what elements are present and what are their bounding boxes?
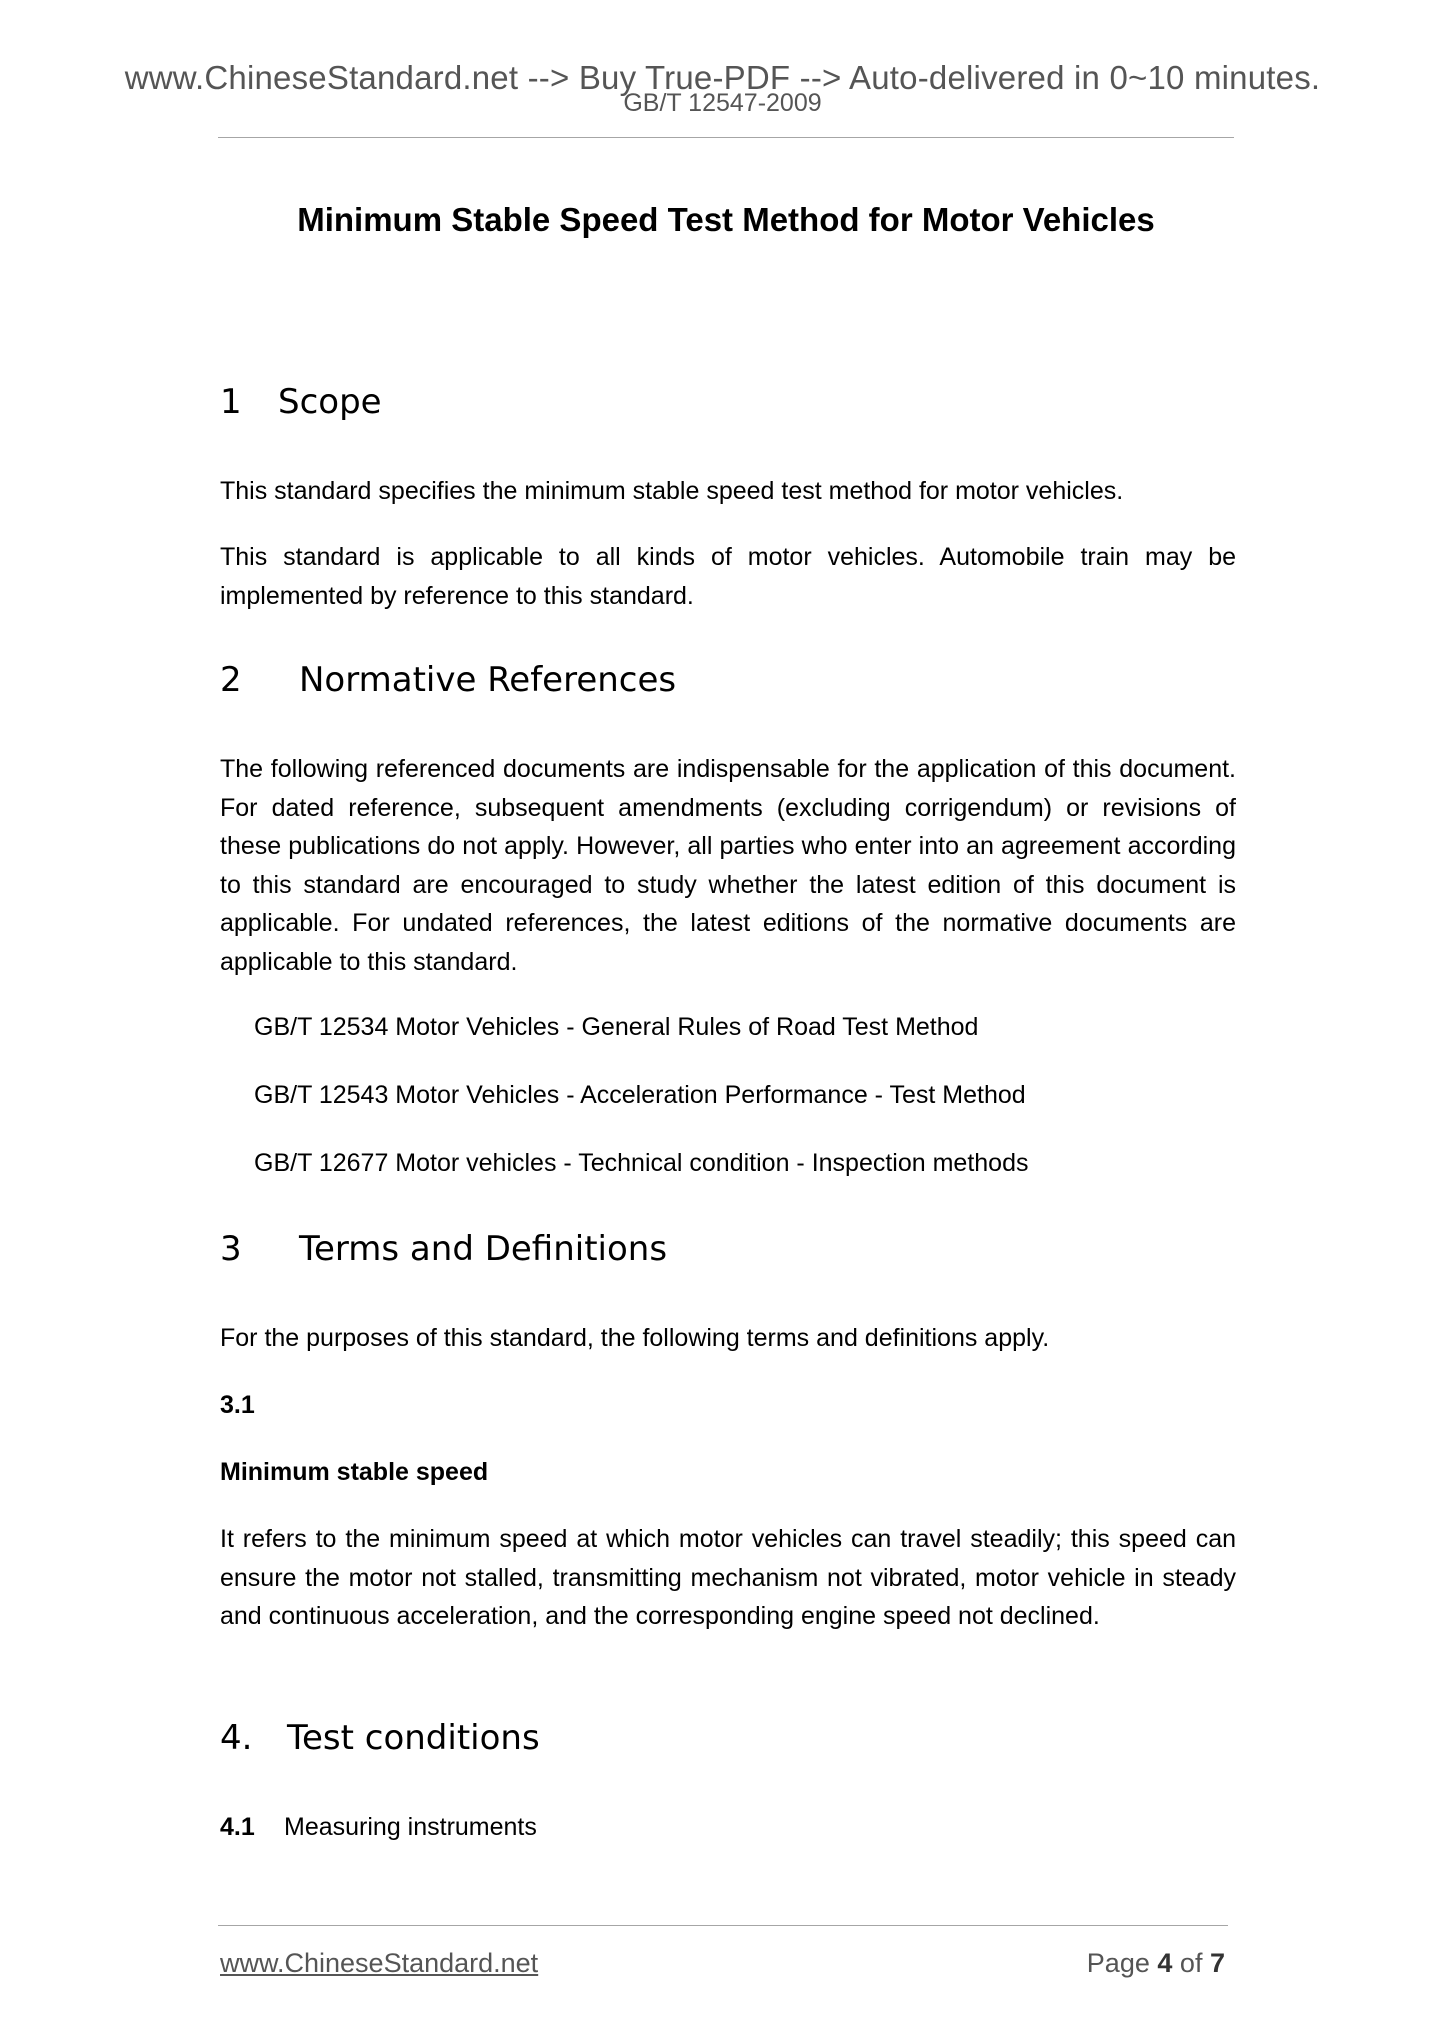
reference-item: GB/T 12543 Motor Vehicles - Acceleration Performance - Test Method — [254, 1081, 1026, 1109]
reference-item: GB/T 12677 Motor vehicles - Technical condition - Inspection methods — [254, 1149, 1029, 1177]
subsection-4-1-number: 4.1 — [220, 1813, 255, 1841]
section-1-number: 1 — [220, 382, 242, 422]
section-2-title: Normative References — [299, 660, 677, 700]
section-4-heading — [220, 1716, 540, 1760]
term-name: Minimum stable speed — [220, 1458, 489, 1486]
scope-paragraph-1: This standard specifies the minimum stable speed test method for motor vehicles. — [220, 477, 1124, 505]
footer-divider — [218, 1925, 1228, 1926]
section-2-heading — [220, 658, 676, 702]
section-2-number: 2 — [220, 660, 242, 700]
section-1-title: Scope — [278, 382, 382, 422]
page-of: of — [1179, 1948, 1203, 1978]
standard-code: GB/T 12547-2009 — [623, 89, 822, 117]
subsection-4-1-title: Measuring instruments — [284, 1813, 537, 1841]
page-current: 4 — [1157, 1948, 1173, 1978]
term-number: 3.1 — [220, 1391, 255, 1419]
section-1-heading — [220, 380, 382, 424]
section-3-title: Terms and Definitions — [299, 1229, 668, 1269]
section-3-number: 3 — [220, 1229, 242, 1269]
section-4-number: 4. — [220, 1718, 253, 1758]
page-prefix: Page — [1086, 1948, 1150, 1978]
reference-item: GB/T 12534 Motor Vehicles - General Rules of Road Test Method — [254, 1013, 979, 1041]
scope-paragraph-2: This standard is applicable to all kinds of motor vehicles. Automobile train may be implemented by reference to this standard. — [220, 543, 1236, 610]
terms-intro: For the purposes of this standard, the following terms and definitions apply. — [220, 1324, 1050, 1352]
document-title: Minimum Stable Speed Test Method for Motor Vehicles — [297, 201, 1155, 238]
page-indicator — [1087, 1946, 1225, 1980]
term-definition: It refers to the minimum speed at which motor vehicles can travel steadily; this speed can ensure the motor not stalled, transmitting mechanism not vibrated, motor vehicle in steady and continuous acceleration, and the corresponding engine speed not declined. — [220, 1525, 1236, 1630]
section-4-title: Test conditions — [287, 1718, 540, 1758]
footer-website-link[interactable]: www.ChineseStandard.net — [220, 1948, 539, 1978]
subsection-4-1 — [220, 1808, 1236, 1847]
section-3-heading — [220, 1227, 667, 1271]
header-divider — [218, 137, 1234, 138]
page-total: 7 — [1209, 1948, 1225, 1978]
references-paragraph: The following referenced documents are indispensable for the application of this document. For dated reference, subsequent amendments (excluding corrigendum) or revisions of these publications do not apply. However, all parties who enter into an agreement according to this standard are encouraged to study whether the latest edition of this document is applicable. For undated references, the latest editions of the normative documents are applicable to this standard. — [220, 755, 1236, 976]
header-banner: www.ChineseStandard.net --> Buy True-PDF --> Auto-delivered in 0~10 minutes. — [124, 59, 1321, 96]
